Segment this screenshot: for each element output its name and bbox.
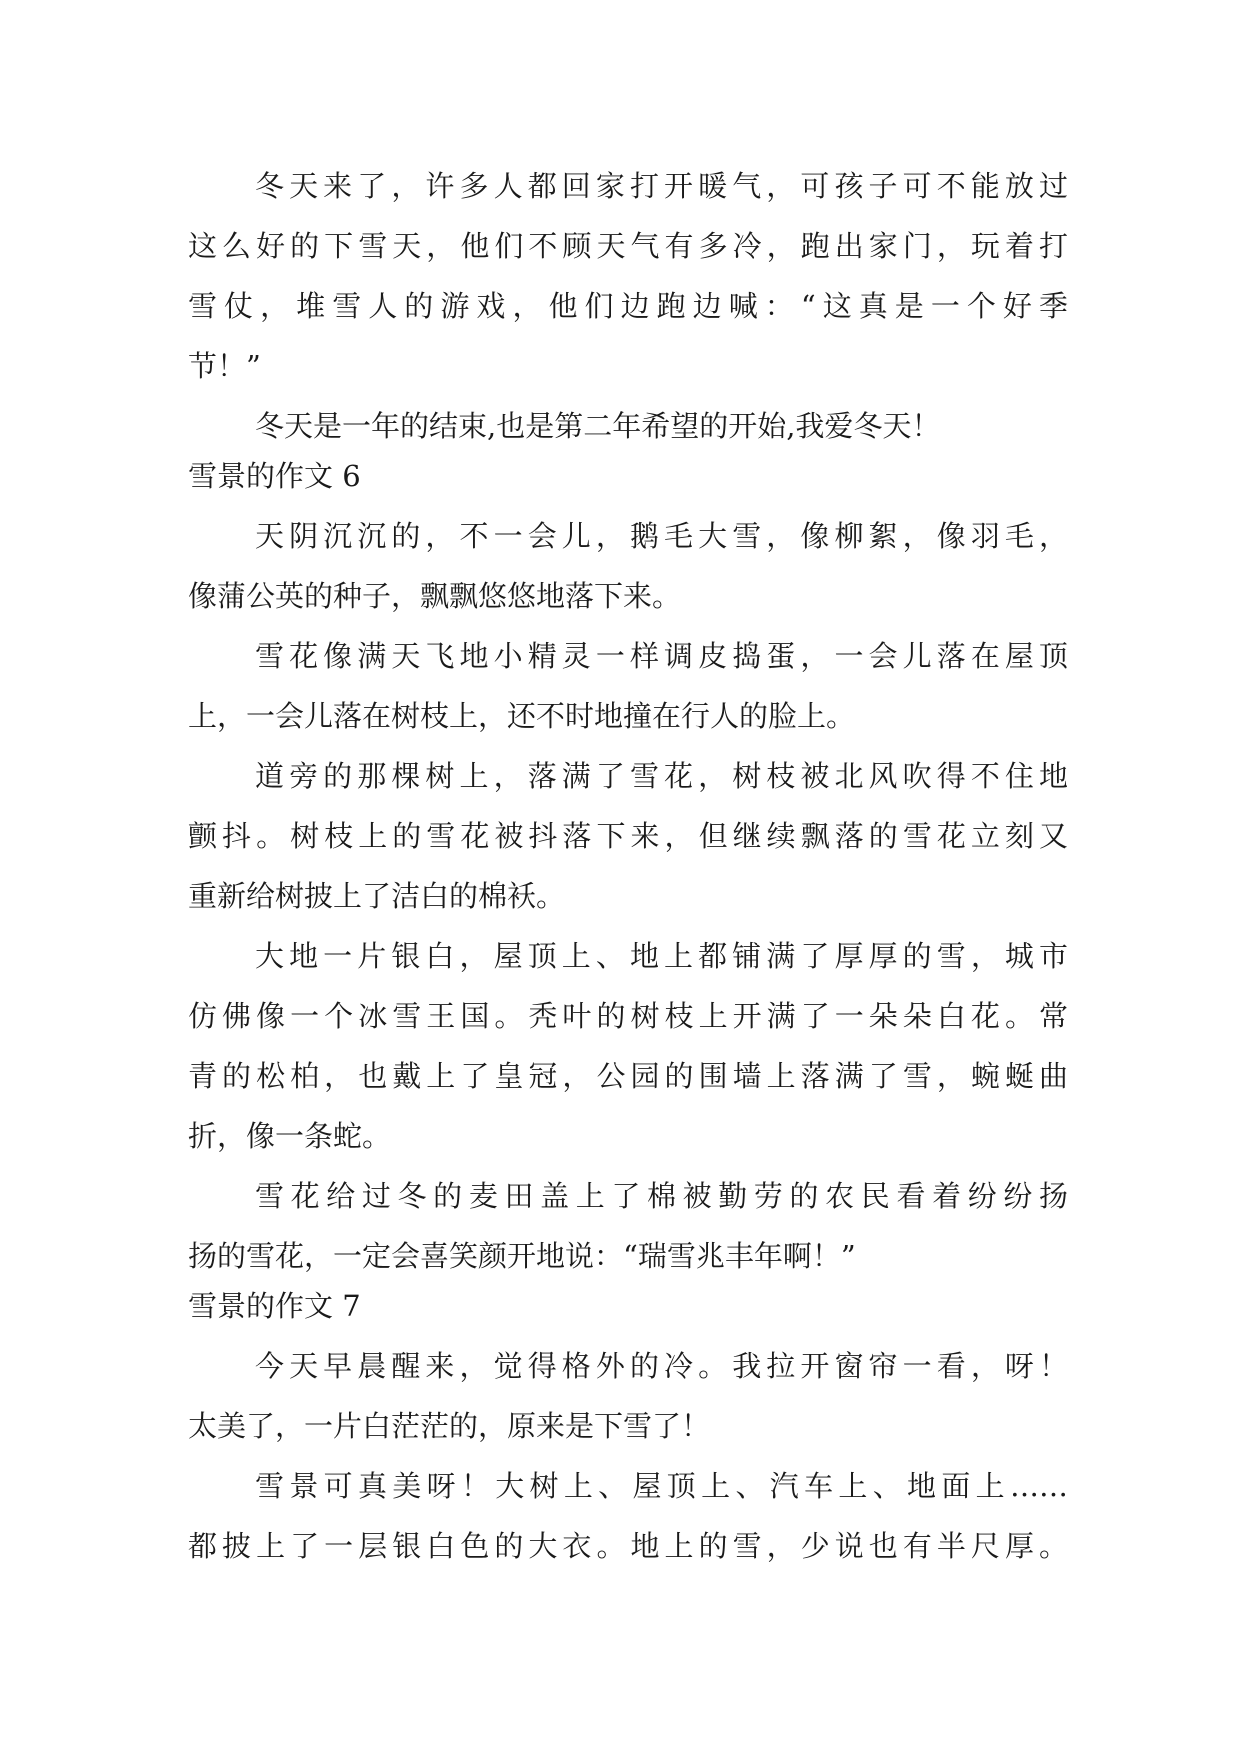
paragraph-line: 雪仗，堆雪人的游戏，他们边跑边喊：“这真是一个好季 — [188, 289, 1068, 323]
section-heading: 雪景的作文 6 — [188, 459, 361, 493]
paragraph-line: 都披上了一层银白色的大衣。地上的雪，少说也有半尺厚。 — [188, 1529, 1068, 1563]
paragraph-line: 雪花像满天飞地小精灵一样调皮捣蛋，一会儿落在屋顶 — [255, 639, 1068, 673]
paragraph-line: 像蒲公英的种子，飘飘悠悠地落下来。 — [188, 579, 682, 613]
paragraph-line: 上，一会儿落在树枝上，还不时地撞在行人的脸上。 — [188, 699, 856, 733]
paragraph-line: 大地一片银白，屋顶上、地上都铺满了厚厚的雪，城市 — [255, 939, 1068, 973]
paragraph-line: 太美了，一片白茫茫的，原来是下雪了！ — [188, 1409, 711, 1443]
section-heading: 雪景的作文 7 — [188, 1289, 361, 1323]
paragraph-line: 青的松柏，也戴上了皇冠，公园的围墙上落满了雪，蜿蜒曲 — [188, 1059, 1068, 1093]
paragraph-line: 颤抖。树枝上的雪花被抖落下来，但继续飘落的雪花立刻又 — [188, 819, 1068, 853]
paragraph-line: 天阴沉沉的，不一会儿，鹅毛大雪，像柳絮，像羽毛， — [255, 519, 1068, 553]
paragraph-line: 这么好的下雪天，他们不顾天气有多冷，跑出家门，玩着打 — [188, 229, 1068, 263]
paragraph-line: 今天早晨醒来，觉得格外的冷。我拉开窗帘一看，呀！ — [255, 1349, 1068, 1383]
paragraph-line: 重新给树披上了洁白的棉袄。 — [188, 879, 566, 913]
paragraph-line: 冬天来了，许多人都回家打开暖气，可孩子可不能放过 — [255, 169, 1068, 203]
paragraph-line: 扬的雪花，一定会喜笑颜开地说：“瑞雪兆丰年啊！” — [188, 1239, 856, 1273]
paragraph-line: 雪花给过冬的麦田盖上了棉被勤劳的农民看着纷纷扬 — [255, 1179, 1068, 1213]
paragraph-line: 折，像一条蛇。 — [188, 1119, 392, 1153]
paragraph-line: 仿佛像一个冰雪王国。秃叶的树枝上开满了一朵朵白花。常 — [188, 999, 1068, 1033]
paragraph-line: 节！” — [188, 349, 261, 383]
paragraph-line: 冬天是一年的结束,也是第二年希望的开始,我爱冬天！ — [255, 409, 941, 443]
paragraph-line: 道旁的那棵树上，落满了雪花，树枝被北风吹得不住地 — [255, 759, 1068, 793]
paragraph-line: 雪景可真美呀！大树上、屋顶上、汽车上、地面上…… — [255, 1469, 1068, 1503]
